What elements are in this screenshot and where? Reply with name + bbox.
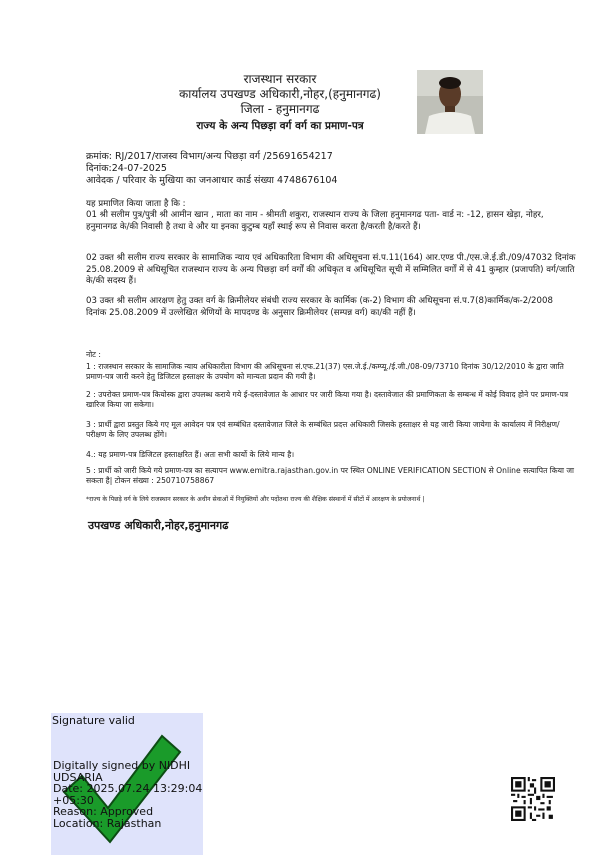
signature-line: Digitally signed by NIDHI [53, 759, 191, 772]
signature-line: Location: Rajasthan [53, 816, 162, 830]
issue-date: दिनांक:24-07-2025 [86, 163, 167, 174]
certificate-title: राज्य के अन्य पिछड़ा वर्ग वर्ग का प्रमाण-पत्र [196, 120, 364, 132]
paragraph-01: 01 श्री सलीम पुत्र/पुत्री श्री आमीन खान , माता का नाम - श्रीमती शकुरा, राजस्थान राज्य के जिला हनुमानगढ पता- वार्ड न: -12, हासन खेड़ा, नोहर, हनुमानगढ के/की निवासी है तथा वे और या इनका कुटुम्ब यहाँ स्थाई रूप से निवास करता है/करती है/करते हैं। [86, 210, 544, 232]
signature-line: Date: 2025.07.24 13:29:04 [53, 782, 203, 795]
signature-status: Signature valid [52, 714, 135, 727]
note-3: 3 : प्रार्थी द्वारा प्रस्तुत किये गए मूल आवेदन पत्र एवं सम्बंधित दस्तावेजात जिले के सम्बंधित प्रदत्त अधिकारी जिसके हस्ताक्षर से यह जारी किया जायेगा के कार्यालय में निरीक्षण/परीक्षण के लिए उपलब्ध होंगे। [86, 420, 560, 439]
issuing-office: उपखण्ड अधिकारी,नोहर,हनुमानगढ [88, 519, 229, 532]
signature-line: UDSARIA [53, 770, 103, 784]
header-line-govt: राजस्थान सरकार [243, 72, 317, 86]
note-2: 2 : उपरोक्त प्रमाण-पत्र कियोस्क द्वारा उपलब्ध कराये गये ई-दस्तावेजात के आधार पर जारी किया गया है। दस्तावेजात की प्रमाणिकता के सम्बन्ध में कोई विवाद होने पर प्रमाण-पत्र खारिज किया जा सकेगा। [86, 390, 569, 409]
applicant-photo [417, 70, 483, 134]
note-5: 5 : प्रार्थी को जारी किये गये प्रमाण-पत्र का सत्यापन www.emitra.rajasthan.gov.in पर स्थित ONLINE VERIFICATION SECTION से Online सत्यापित किया जा सकता है| टोकन संख्या : 250710758867 [86, 466, 574, 485]
footnote: *राज्य के पिछड़े वर्ग के लिये राजस्थान सरकार के अधीन सेवाओं में नियुक्तियों और पदोंतथा राज्य की शैक्षिक संस्थानों में सीटों में आरक्षण के प्रयोजनार्थ | [86, 496, 425, 503]
janaadhar-number: आवेदक / परिवार के मुखिया का जनआधार कार्ड संख्या 4748676104 [86, 175, 338, 186]
header-line-district: जिला - हनुमानगढ [240, 102, 320, 116]
signature-line: +05:30 [53, 793, 94, 807]
header-line-office: कार्यालय उपखण्ड अधिकारी,नोहर,(हनुमानगढ) [179, 87, 381, 101]
qr-code-icon [511, 777, 555, 821]
note-1: 1 : राजस्थान सरकार के सामाजिक न्याय अधिकारीता विभाग की अधिसूचना सं.एफ.21(37) एस.जे.ई./कम्प्यू./ई.जी./08-09/73710 दिनांक 30/12/2010 के द्वारा जाति प्रमाण-पत्र जारी करने हेतु डिजिटल हस्ताक्षर के उपयोग को मान्यता प्रदान की गयी है। [86, 362, 564, 381]
note-title: नोट : [86, 350, 101, 359]
signature-details [53, 760, 203, 829]
paragraph-02: 02 उक्त श्री सलीम राज्य सरकार के सामाजिक न्याय एवं अधिकारिता विभाग की अधिसूचना सं.प.11(164) आर.एण्ड पी./एस.जे.ई.डी./09/47032 दिनांक 25.08.2009 से अधिसूचित राजस्थान राज्य के अन्य पिछड़ा वर्ग वर्गों की अधिकृत व अधिसूचित सूची में सम्मिलित वर्गों में से 41 कुम्हार (प्रजापति) वर्ग/जाति के/की सदस्य हैं। [86, 253, 576, 286]
certify-intro: यह प्रमाणित किया जाता है कि : [86, 199, 186, 209]
note-4: 4.: यह प्रमाण-पत्र डिजिटल हस्ताक्षरित हैं। अतः सभी कार्यो के लिये मान्य है। [86, 450, 295, 459]
signature-line: Reason: Approved [53, 805, 154, 818]
reference-number: क्रमांक: RJ/2017/राजस्व विभाग/अन्य पिछड़ा वर्ग /25691654217 [86, 151, 333, 162]
paragraph-03: 03 उक्त श्री सलीम आरक्षण हेतु उक्त वर्ग के क्रिमीलेयर संबंधी राज्य सरकार के कार्मिक (क-2) विभाग की अधिसूचना सं.प.7(8)कार्मिक/क-2/2008 दिनांक 25.08.2009 में उल्लेखित श्रेणियों के मापदण्ड के अनुसार क्रिमीलेयर (सम्पन्न वर्ग) का/की नहीं हैं। [86, 296, 553, 318]
